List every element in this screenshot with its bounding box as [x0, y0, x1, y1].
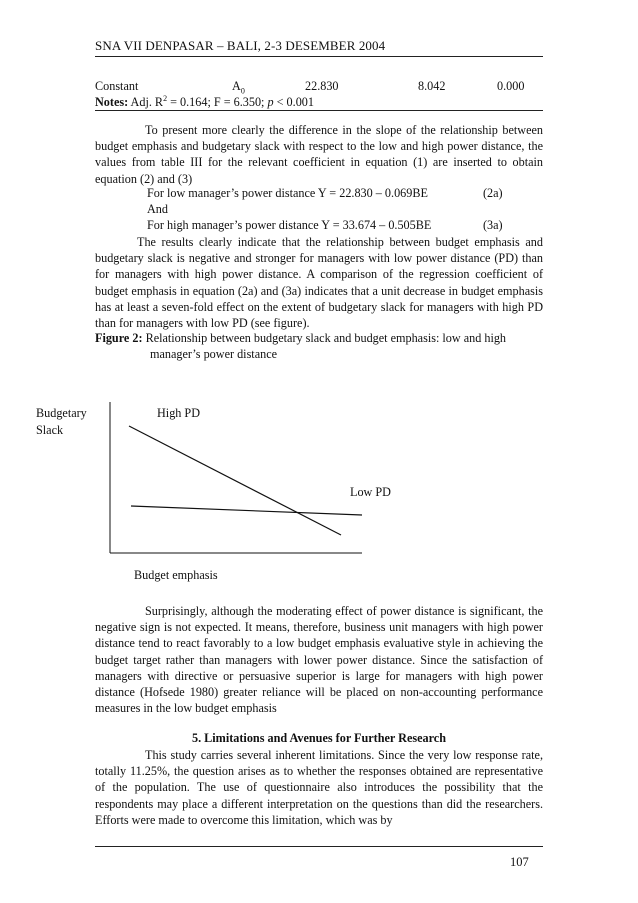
- equation-2a: For low manager’s power distance Y = 22.830 – 0.069BE: [147, 186, 428, 200]
- y-axis-label-line2: Slack: [36, 423, 64, 437]
- symbol-text: A: [232, 79, 241, 93]
- notes-label: Notes:: [95, 95, 129, 110]
- table-row-se: 8.042: [418, 79, 446, 93]
- notes-text-c: < 0.001: [273, 95, 314, 110]
- table-row-sig: 0.000: [497, 79, 525, 93]
- paragraph-3-text: Surprisingly, although the moderating effect of power distance is significant, the negative sign is not expected. It means, therefore, business unit managers with high power distance tend to react favorably to a low budget emphasis evaluative style in achieving the budget target rather than managers with lower power distance. Since the satisfaction of managers with directive or persuasive superior is large for managers with high power distance (Hofsede 1980) greater reliance will be placed on non-accounting performance measures in the low budget emphasis: [95, 604, 543, 716]
- section-heading: 5. Limitations and Avenues for Further Research: [191, 731, 446, 745]
- paragraph-2-body: The results clearly indicate that the relationship between budget emphasis and budgetary slack is negative and stronger for managers with low power distance (PD) than for managers with high power distance. A comparison of the regression coefficient of budget emphasis in equation (2a) and (3a) indicates that a unit decrease in budget emphasis has at least a seven-fold effect on the extent of budgetary slack for managers with high PD than for managers with low PD (see figure).: [95, 235, 543, 331]
- x-axis-label: Budget emphasis: [134, 568, 218, 582]
- equation-3a: For high manager’s power distance Y = 33.674 – 0.505BE: [147, 218, 432, 232]
- y-axis-label-line1: Budgetary: [36, 406, 87, 420]
- low-pd-label: Low PD: [350, 485, 391, 499]
- running-header: SNA VII DENPASAR – BALI, 2-3 DESEMBER 2004: [95, 38, 386, 53]
- high-pd-label: High PD: [157, 406, 201, 420]
- table-row-coef: 22.830: [305, 79, 339, 93]
- footer-rule: [95, 846, 543, 847]
- equation-3a-number: (3a): [483, 218, 503, 232]
- paragraph-3: [95, 603, 543, 716]
- equation-and: And: [147, 202, 168, 216]
- page-number: 107: [510, 855, 529, 869]
- notes-p: p: [267, 95, 274, 110]
- symbol-subscript: 0: [240, 86, 245, 96]
- figure-caption-text: Relationship between budgetary slack and budget emphasis: low and high: [142, 331, 507, 345]
- equation-2a-number: (2a): [483, 186, 503, 200]
- paragraph-1-text: To present more clearly the difference in the slope of the relationship between budget emphasis and budgetary slack with respect to the low and high power distance, the values from table III for the relevant coefficient in equation (1) are inserted to obtain equation (2) and (3): [95, 123, 543, 186]
- notes-sup: 2: [163, 94, 168, 103]
- notes-text-a: Adj. R: [128, 95, 164, 110]
- low-pd-line: [131, 506, 362, 515]
- figure-caption-line2: manager’s power distance: [150, 347, 278, 361]
- section-paragraph: [95, 747, 543, 828]
- section-paragraph-text: This study carries several inherent limitations. Since the very low response rate, totally 11.25%, the question arises as to whether the responses obtained are representative of the population. The use of questionnaire also introduces the possibility that the respondents may place a different interpretation on the questions than did the researchers. Efforts were made to overcome this limitation, which was by: [95, 748, 543, 827]
- high-pd-line: [129, 426, 341, 535]
- figure-label: Figure 2:: [95, 331, 143, 345]
- table-row-label: Constant: [95, 79, 139, 93]
- notes-text-b: = 0.164; F = 6.350;: [167, 95, 268, 110]
